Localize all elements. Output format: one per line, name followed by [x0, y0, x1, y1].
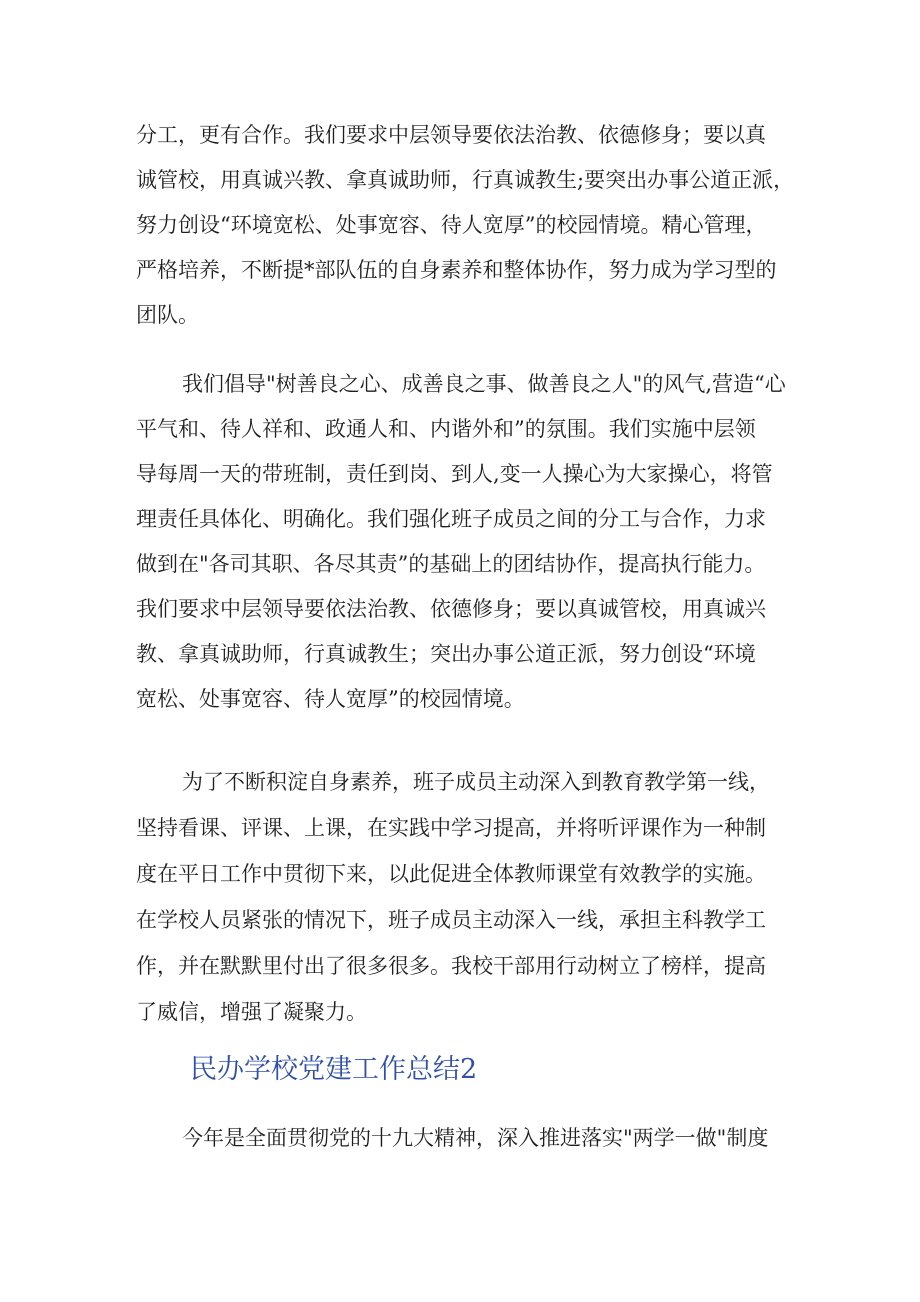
- paragraph-line: 理责任具体化、明确化。我们强化班子成员之间的分工与合作，力求: [136, 507, 766, 531]
- paragraph-line: 我们要求中层领导要依法治教、依德修身；要以真诚管校，用真诚兴: [136, 597, 766, 621]
- paragraph-line: 教、拿真诚助师，行真诚教生；突出办事公道正派，努力创设“环境: [136, 642, 756, 666]
- paragraph-line: 努力创设“环境宽松、处事宽容、待人宽厚”的校园情境。精心管理，: [136, 213, 767, 237]
- paragraph-line: 了威信，增强了凝聚力。: [136, 1000, 367, 1024]
- paragraph-line: 我们倡导"树善良之心、成善良之事、做善良之人"的风气,营造“心: [182, 372, 786, 396]
- paragraph-line: 平气和、待人祥和、政通人和、内谐外和”的氛围。我们实施中层领: [136, 417, 756, 441]
- paragraph-line: 度在平日工作中贯彻下来，以此促进全体教师课堂有效教学的实施。: [136, 862, 766, 886]
- paragraph-line: 诚管校，用真诚兴教、拿真诚助师，行真诚教生;要突出办事公道正派，: [136, 168, 795, 192]
- paragraph-line: 作，并在默默里付出了很多很多。我校干部用行动树立了榜样，提高: [136, 954, 766, 978]
- paragraph-line: 今年是全面贯彻党的十九大精神，深入推进落实"两学一做"制度: [182, 1126, 769, 1150]
- paragraph-line: 在学校人员紧张的情况下，班子成员主动深入一线，承担主科教学工: [136, 908, 766, 932]
- paragraph-line: 坚持看课、评课、上课，在实践中学习提高，并将听评课作为一种制: [136, 816, 766, 840]
- paragraph-line: 导每周一天的带班制，责任到岗、到人,变一人操心为大家操心，将管: [136, 462, 773, 486]
- paragraph-line: 做到在"各司其职、各尽其责”的基础上的团结协作，提高执行能力。: [136, 552, 766, 576]
- paragraph-line: 严格培养，不断提*部队伍的自身素养和整体协作，努力成为学习型的: [136, 258, 777, 282]
- paragraph-line: 分工，更有合作。我们要求中层领导要依法治教、依德修身；要以真: [136, 123, 766, 147]
- section-heading: 民办学校党建工作总结2: [190, 1054, 478, 1085]
- paragraph-line: 为了不断积淀自身素养，班子成员主动深入到教育教学第一线，: [182, 770, 770, 794]
- paragraph-line: 团队。: [136, 303, 199, 327]
- paragraph-line: 宽松、处事宽容、待人宽厚”的校园情境。: [136, 687, 525, 711]
